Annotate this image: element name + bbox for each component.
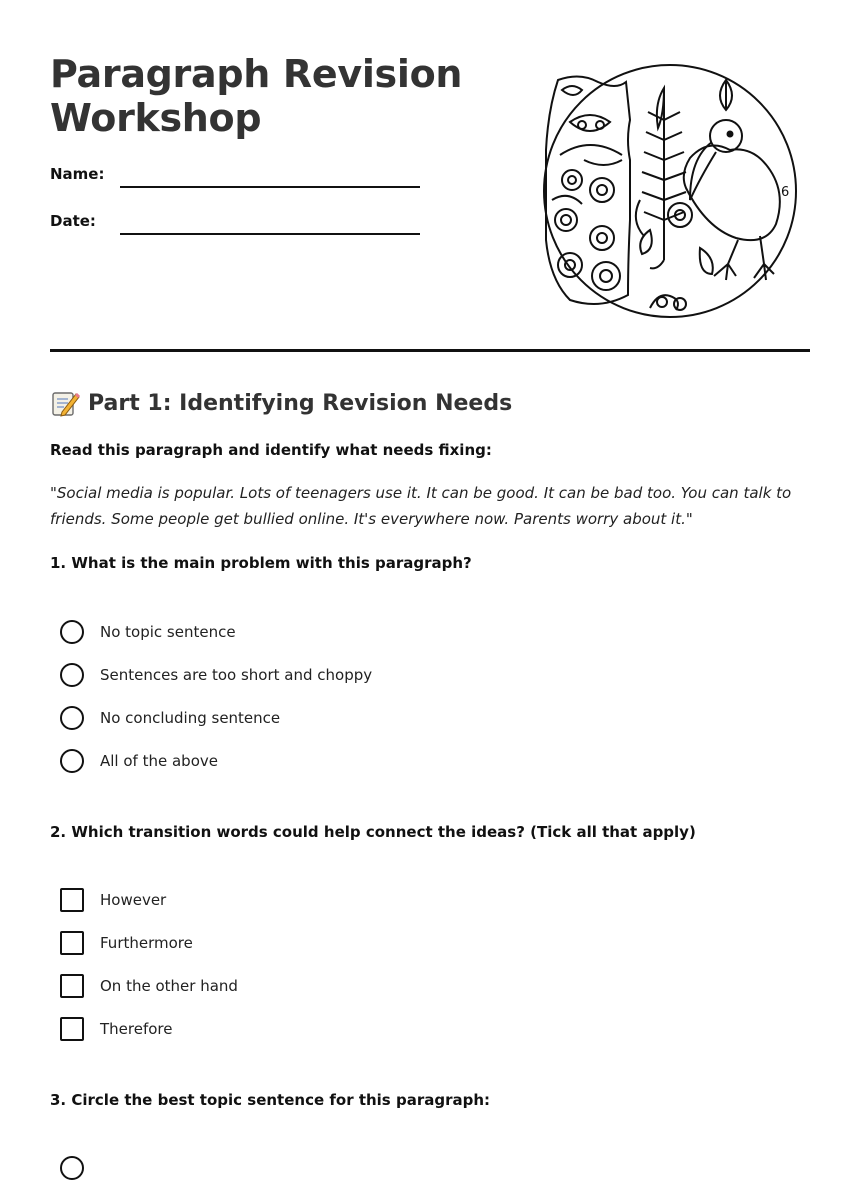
- question-3: 3. Circle the best topic sentence for this paragraph:: [50, 1091, 491, 1109]
- question-1: 1. What is the main problem with this paragraph?: [50, 554, 472, 572]
- q1-option-3[interactable]: [60, 706, 280, 730]
- option-label: Furthermore: [100, 934, 193, 952]
- title-line-2: Workshop: [50, 96, 262, 140]
- q2-option-1[interactable]: [60, 888, 166, 912]
- question-2: 2. Which transition words could help connect the ideas? (Tick all that apply): [50, 823, 696, 841]
- option-label: However: [100, 891, 167, 909]
- option-label: No concluding sentence: [100, 709, 281, 727]
- q1-option-2[interactable]: [60, 663, 372, 687]
- radio-button[interactable]: [60, 1156, 84, 1180]
- radio-button[interactable]: [60, 663, 84, 687]
- worksheet-title: [50, 52, 462, 140]
- option-label: No topic sentence: [100, 623, 236, 641]
- q3-option-1[interactable]: [60, 1156, 100, 1180]
- option-label: All of the above: [100, 752, 218, 770]
- checkbox[interactable]: [60, 974, 84, 998]
- emblem-number: 6: [781, 185, 790, 200]
- q1-option-1[interactable]: [60, 620, 236, 644]
- radio-button[interactable]: [60, 706, 84, 730]
- radio-button[interactable]: [60, 749, 84, 773]
- name-field[interactable]: [120, 186, 420, 188]
- checkbox[interactable]: [60, 888, 84, 912]
- q2-option-3[interactable]: [60, 974, 238, 998]
- title-line-1: Paragraph Revision: [50, 52, 463, 96]
- header-divider: [50, 349, 810, 352]
- checkbox[interactable]: [60, 1017, 84, 1041]
- option-label: On the other hand: [100, 977, 238, 995]
- radio-button[interactable]: [60, 620, 84, 644]
- sample-paragraph: "Social media is popular. Lots of teenagers use it. It can be good. It can be bad too. You can talk to friends. Some people get bullied online. It's everywhere now. Parents worry about it.": [50, 484, 792, 528]
- date-label: Date:: [50, 212, 96, 230]
- option-label: Sentences are too short and choppy: [100, 666, 373, 684]
- q2-option-2[interactable]: [60, 931, 193, 955]
- q1-option-4[interactable]: [60, 749, 218, 773]
- part1-heading-text: Part 1: Identifying Revision Needs: [88, 390, 513, 416]
- name-label: Name:: [50, 165, 105, 183]
- checkbox[interactable]: [60, 931, 84, 955]
- part1-heading: [50, 388, 512, 418]
- date-field[interactable]: [120, 233, 420, 235]
- memo-icon: [50, 388, 80, 418]
- q2-option-4[interactable]: [60, 1017, 173, 1041]
- kiwi-koru-emblem-icon: [540, 60, 800, 322]
- instruction-text: Read this paragraph and identify what needs fixing:: [50, 441, 492, 459]
- option-label: Therefore: [100, 1020, 173, 1038]
